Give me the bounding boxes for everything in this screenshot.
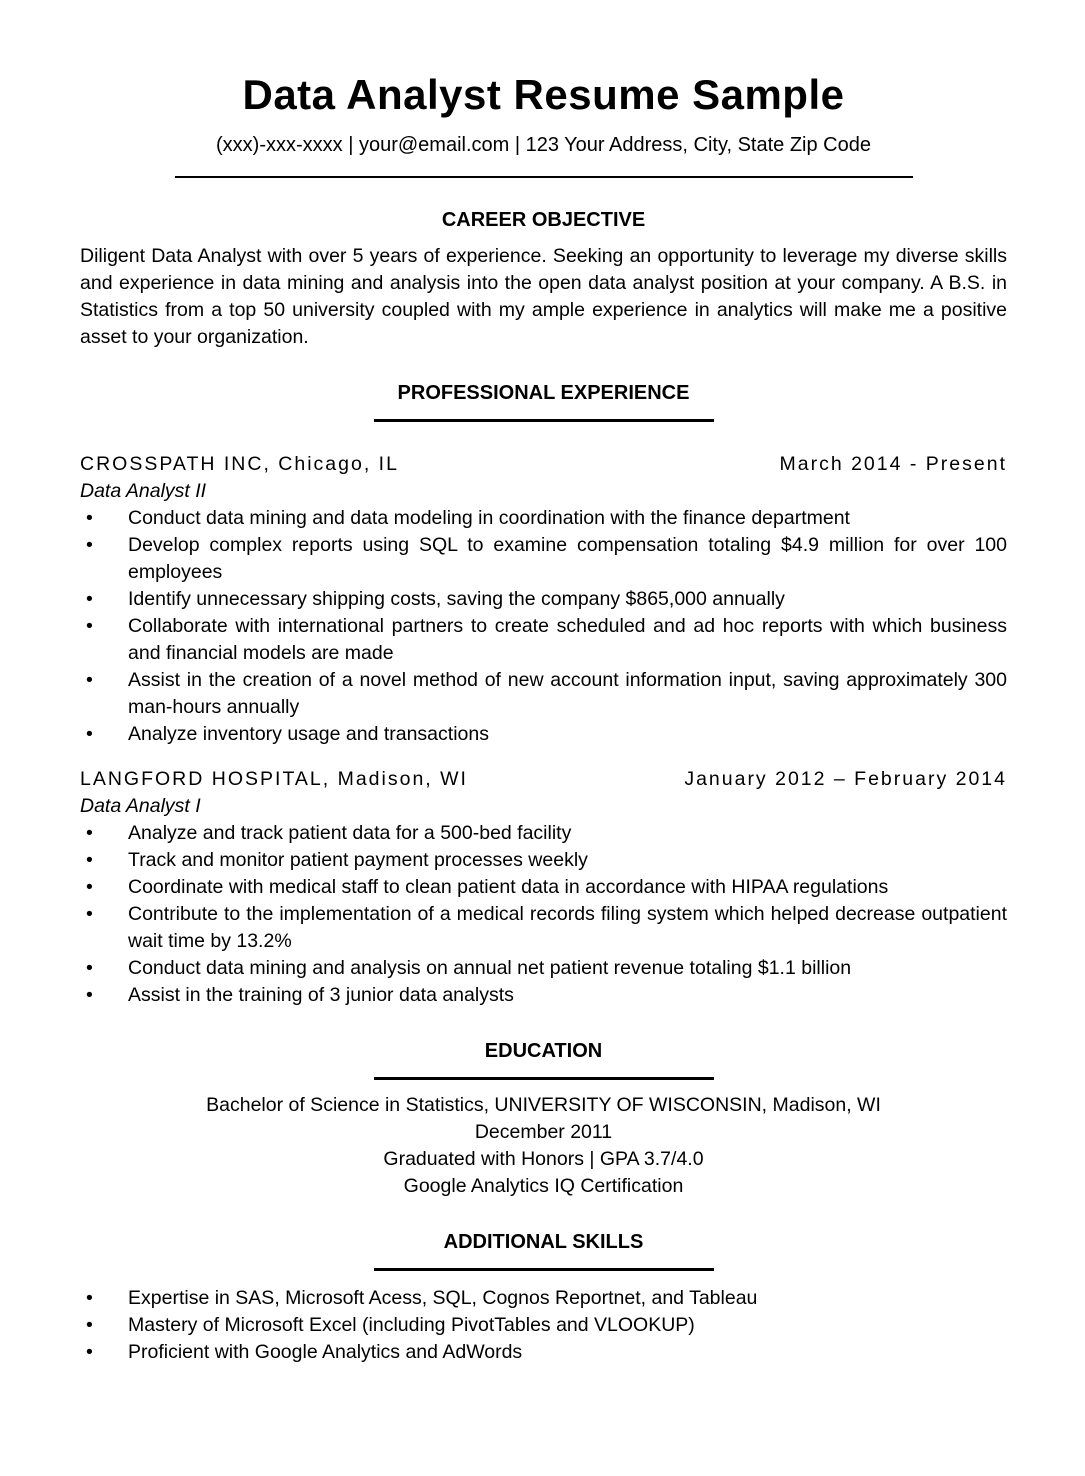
education-certification-line: Google Analytics IQ Certification [403,1175,684,1197]
bullet-item: • Develop complex reports using SQL to examine compensation totaling $4.9 million for over 100 employees [80,532,1007,586]
education-honors-line: Graduated with Honors | GPA 3.7/4.0 [383,1148,704,1170]
professional-experience-heading: PROFESSIONAL EXPERIENCE [397,382,690,404]
job-langford [80,766,1007,1009]
bullet-item: • Assist in the creation of a novel method of new account information input, saving approximately 300 man-hours annually [80,667,1007,721]
skills-bullet-list [80,1285,1007,1366]
page-title: Data Analyst Resume Sample [242,71,845,118]
bullet-item: • Assist in the training of 3 junior data analysts [80,982,1007,1009]
section-underline [374,1268,714,1271]
job-header [80,766,1007,793]
bullet-item: • Conduct data mining and data modeling in coordination with the finance department [80,505,1007,532]
education-heading: EDUCATION [484,1040,603,1062]
bullet-item: • Coordinate with medical staff to clean patient data in accordance with HIPAA regulations [80,874,1007,901]
job-company: CROSSPATH INC, Chicago, IL [80,453,399,475]
bullet-item: • Expertise in SAS, Microsoft Acess, SQL, Cognos Reportnet, and Tableau [80,1285,1007,1312]
job-dates: March 2014 - Present [779,453,1007,475]
career-objective-paragraph: Diligent Data Analyst with over 5 years of experience. Seeking an opportunity to leverage my diverse skills and experience in data mining and analysis into the open data analyst position at your company. A B.S. in Statistics from a top 50 university coupled with my ample experience in analytics will make me a positive asset to your organization. [80,245,1007,348]
education-details [80,1092,1007,1200]
education-date-line: December 2011 [474,1121,613,1143]
contact-info: (xxx)-xxx-xxxx | your@email.com | 123 Your Address, City, State Zip Code [216,134,871,156]
bullet-item: • Mastery of Microsoft Excel (including PivotTables and VLOOKUP) [80,1312,1007,1339]
bullet-item: • Conduct data mining and analysis on annual net patient revenue totaling $1.1 billion [80,955,1007,982]
education-degree-line: Bachelor of Science in Statistics, UNIVERSITY OF WISCONSIN, Madison, WI [206,1094,881,1116]
job-role: Data Analyst I [80,795,201,817]
job-bullet-list [80,505,1007,748]
job-bullet-list [80,820,1007,1009]
bullet-item: • Collaborate with international partners to create scheduled and ad hoc reports with which business and financial models are made [80,613,1007,667]
bullet-item: • Identify unnecessary shipping costs, saving the company $865,000 annually [80,586,1007,613]
bullet-item: • Analyze inventory usage and transactions [80,721,1007,748]
job-header [80,451,1007,478]
job-company: LANGFORD HOSPITAL, Madison, WI [80,768,468,790]
bullet-item: • Analyze and track patient data for a 500-bed facility [80,820,1007,847]
job-crosspath [80,451,1007,748]
additional-skills-heading: ADDITIONAL SKILLS [443,1231,644,1253]
resume-page [0,72,1085,1366]
header-divider [175,176,913,178]
bullet-item: • Contribute to the implementation of a medical records filing system which helped decrease outpatient wait time by 13.2% [80,901,1007,955]
bullet-item: • Proficient with Google Analytics and AdWords [80,1339,1007,1366]
bullet-item: • Track and monitor patient payment processes weekly [80,847,1007,874]
section-underline [374,419,714,422]
section-underline [374,1077,714,1080]
career-objective-heading: CAREER OBJECTIVE [441,209,646,231]
job-role: Data Analyst II [80,480,207,502]
job-dates: January 2012 – February 2014 [684,768,1007,790]
